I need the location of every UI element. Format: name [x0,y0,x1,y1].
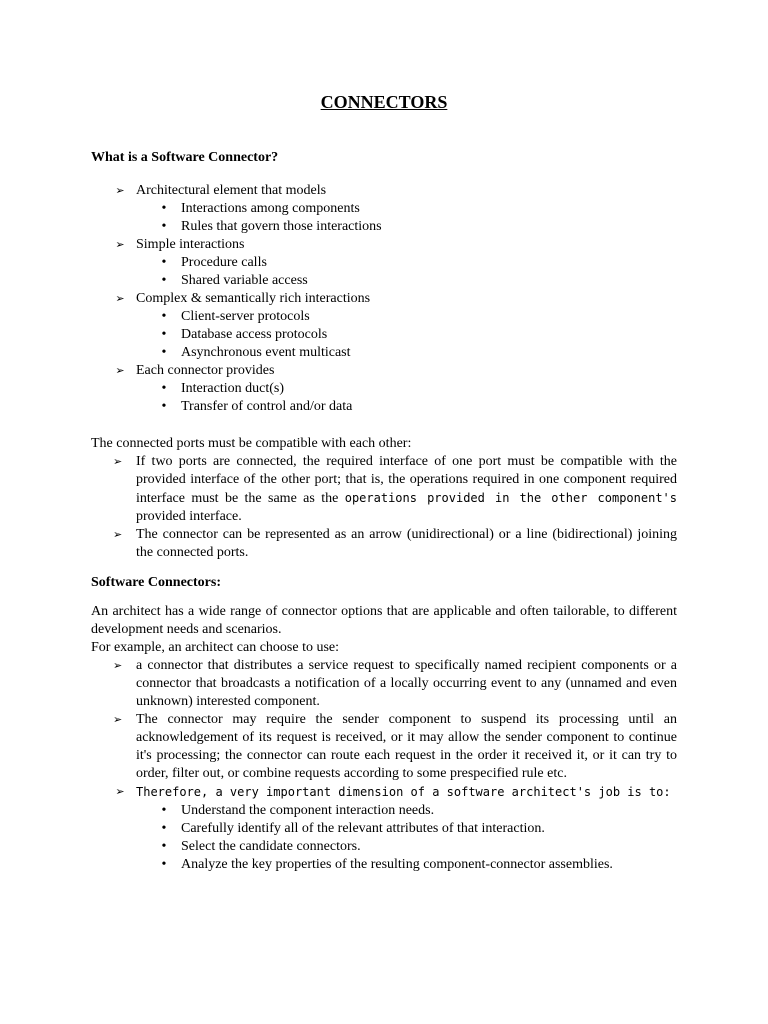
list-item [91,236,677,290]
paragraph: For example, an architect can choose to use: [91,640,340,655]
arrow-bullet-icon: ➢ [115,184,125,197]
list-item [91,453,677,526]
sub-item-text: Procedure calls [181,255,267,270]
list-item-text: a connector that distributes a service request to specifically named recipient components or a connector that broadcasts a notification of a locally occurring event to any (unnamed and even unknown) interested component. [136,658,677,709]
dot-bullet-icon: • [161,309,167,324]
list-item-mono-text: Therefore, a very important dimension of a software architect's job is to: [136,785,671,799]
list-item-text: If two ports are connected, the required interface of one port must be compatible with the provided interface of the other port; that is, the operations required in one component required interface must be the same as the [136,454,677,506]
dot-bullet-icon: • [161,327,167,342]
compatibility-list [91,453,677,562]
sub-item-text: Carefully identify all of the relevant attributes of that interaction. [181,821,545,836]
section-heading-software-connectors: Software Connectors: [91,575,221,590]
list-item-text-end: provided interface. [136,509,242,524]
list-item-text: Each connector provides [136,363,275,378]
section-heading-what-is: What is a Software Connector? [91,150,279,165]
sub-item-text: Rules that govern those interactions [181,219,382,234]
list-item-text: The connector may require the sender component to suspend its processing until an acknowledgement of its request is received, or it may allow the sender component to continue it's processing; the connector can route each request in the order it received it, or it can try to order, filter out, or combine requests according to some prespecified rule etc. [136,712,677,781]
sub-item-text: Interaction duct(s) [181,381,285,396]
connector-definition-list [91,182,677,416]
sub-list-item [91,218,677,236]
section2-body [91,603,677,874]
arrow-bullet-icon: ➢ [115,292,125,305]
arrow-bullet-icon: ➢ [115,238,125,251]
sub-item-text: Transfer of control and/or data [181,399,353,414]
sub-item-text: Database access protocols [181,327,328,342]
arrow-bullet-icon: ➢ [115,785,125,798]
list-item-text: Architectural element that models [136,183,327,198]
sub-list-item [91,200,677,218]
sub-list-item [91,308,677,326]
list-item-text: Complex & semantically rich interactions [136,291,371,306]
sub-list-item [91,802,677,820]
page-title: CONNECTORS [320,92,448,112]
dot-bullet-icon: • [161,821,167,836]
list-item [91,783,677,874]
list-item-text: The connector can be represented as an arrow (unidirectional) or a line (bidirectional) joining the connected ports. [136,527,677,560]
sub-item-text: Analyze the key properties of the resulting component-connector assemblies. [181,857,613,872]
dot-bullet-icon: • [161,273,167,288]
list-item [91,657,677,711]
list-item [91,182,677,236]
dot-bullet-icon: • [161,345,167,360]
arrow-bullet-icon: ➢ [115,364,125,377]
compatibility-intro: The connected ports must be compatible with each other: [91,436,412,451]
list-item [91,711,677,783]
sub-item-text: Select the candidate connectors. [181,839,361,854]
arrow-bullet-icon: ➢ [113,455,123,468]
arrow-bullet-icon: ➢ [113,713,123,726]
sub-list-item [91,398,677,416]
sub-item-text: Client-server protocols [181,309,310,324]
list-item-mono-text: operations provided in the other component's [344,491,678,505]
arrow-bullet-icon: ➢ [113,659,123,672]
arrow-bullet-icon: ➢ [113,528,123,541]
dot-bullet-icon: • [161,201,167,216]
sub-item-text: Interactions among components [181,201,360,216]
sub-list-item [91,380,677,398]
list-item-text: Simple interactions [136,237,245,252]
dot-bullet-icon: • [161,839,167,854]
paragraph: An architect has a wide range of connector options that are applicable and often tailorable, to different development needs and scenarios. [91,604,677,637]
dot-bullet-icon: • [161,803,167,818]
sub-item-text: Shared variable access [181,273,308,288]
dot-bullet-icon: • [161,381,167,396]
sub-item-text: Understand the component interaction needs. [181,803,435,818]
sub-list-item [91,856,677,874]
list-item [91,362,677,416]
dot-bullet-icon: • [161,219,167,234]
connector-options-list [91,657,677,874]
sub-list-item [91,254,677,272]
sub-list-item [91,820,677,838]
dot-bullet-icon: • [161,399,167,414]
sub-list-item [91,838,677,856]
dot-bullet-icon: • [161,255,167,270]
sub-item-text: Asynchronous event multicast [181,345,351,360]
dot-bullet-icon: • [161,857,167,872]
list-item [91,290,677,362]
sub-list-item [91,344,677,362]
list-item [91,526,677,562]
sub-list-item [91,272,677,290]
sub-list-item [91,326,677,344]
